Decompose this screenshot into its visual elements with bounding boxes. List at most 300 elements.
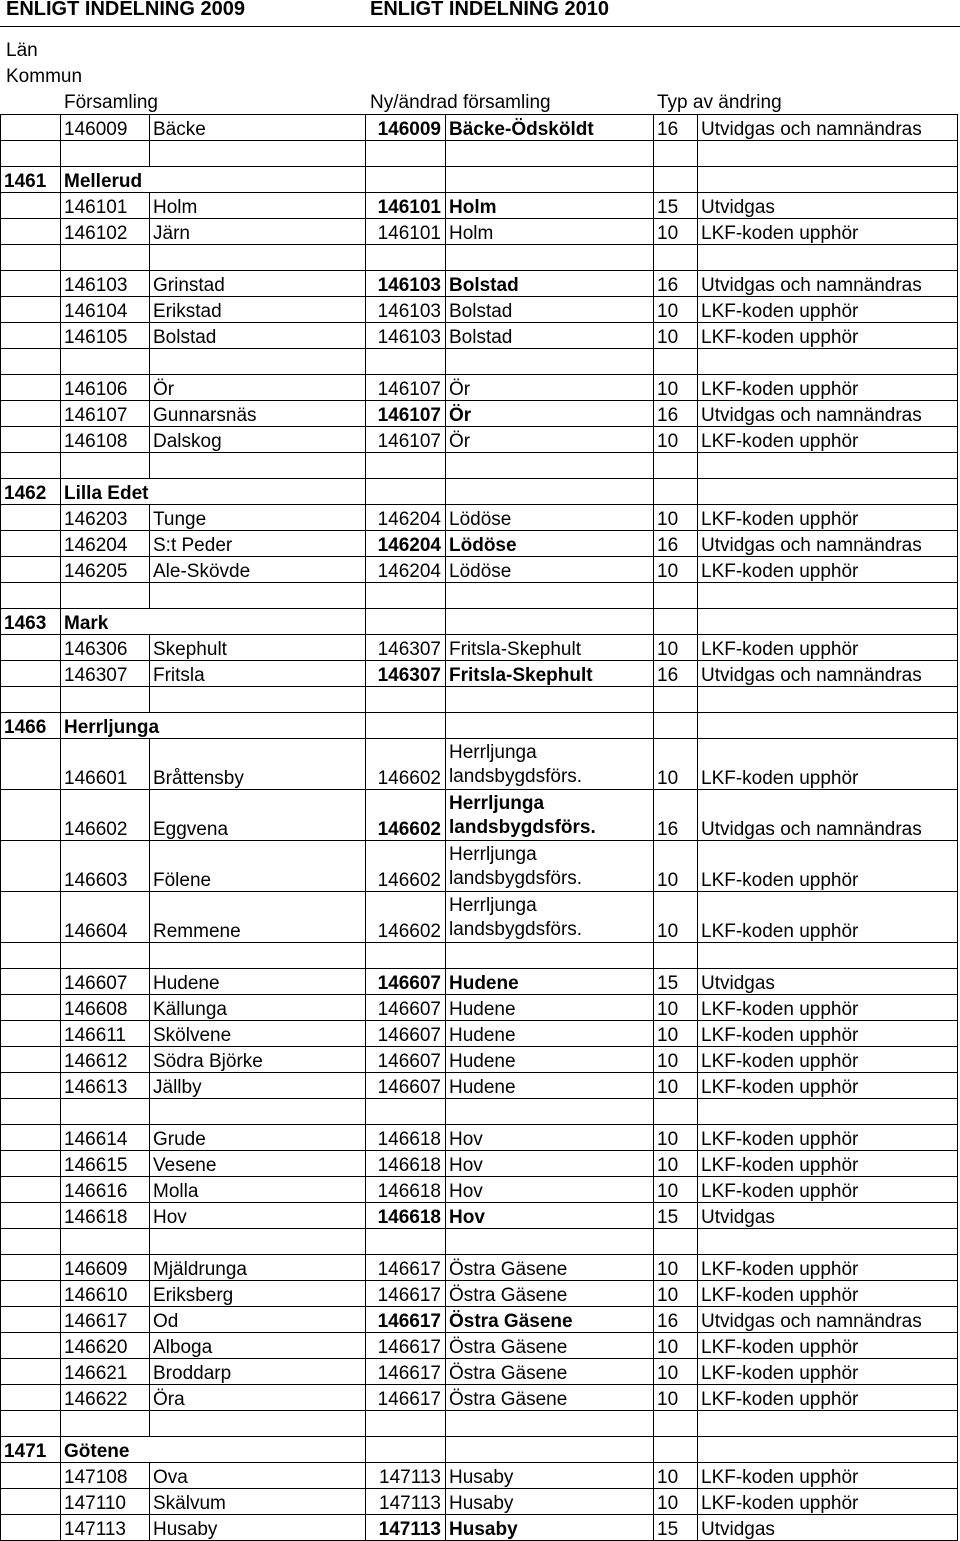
parish-name: Eggvena (150, 790, 366, 841)
parish-code: 146618 (61, 1203, 150, 1229)
parish-row (1, 790, 958, 841)
new-parish-code: 146204 (366, 557, 446, 583)
parish-code: 146104 (61, 297, 150, 323)
parish-name: Od (150, 1307, 366, 1333)
parish-code: 146615 (61, 1151, 150, 1177)
parish-row (1, 1125, 958, 1151)
parish-name: Jällby (150, 1073, 366, 1099)
change-type-text: LKF-koden upphör (698, 1463, 958, 1489)
kommun-name: Herrljunga (61, 713, 366, 739)
parish-row (1, 219, 958, 245)
change-type-text: LKF-koden upphör (698, 635, 958, 661)
new-parish-code: 146617 (366, 1333, 446, 1359)
change-type-code: 16 (654, 790, 698, 841)
empty-cell (150, 687, 366, 713)
change-type-text: LKF-koden upphör (698, 1021, 958, 1047)
change-type-text: LKF-koden upphör (698, 375, 958, 401)
change-type-code: 10 (654, 1047, 698, 1073)
parish-name: Bäcke (150, 115, 366, 141)
empty-cell (654, 1437, 698, 1463)
new-parish-code: 146103 (366, 323, 446, 349)
new-parish-name: Östra Gäsene (446, 1281, 654, 1307)
new-parish-name: Hudene (446, 1073, 654, 1099)
empty-cell (654, 349, 698, 375)
empty-cell (698, 167, 958, 193)
parish-row (1, 557, 958, 583)
new-parish-code: 147113 (366, 1515, 446, 1541)
empty-cell (1, 1203, 61, 1229)
empty-cell (150, 1099, 366, 1125)
new-parish-name: Bolstad (446, 271, 654, 297)
parish-row (1, 841, 958, 892)
change-type-code: 15 (654, 969, 698, 995)
empty-cell (446, 687, 654, 713)
empty-cell (446, 167, 654, 193)
empty-cell (1, 505, 61, 531)
empty-cell (698, 1411, 958, 1437)
parish-name: Ale-Skövde (150, 557, 366, 583)
parish-code: 146009 (61, 115, 150, 141)
parish-code: 146203 (61, 505, 150, 531)
change-type-code: 10 (654, 1177, 698, 1203)
empty-cell (150, 1229, 366, 1255)
empty-cell (61, 583, 150, 609)
empty-cell (1, 349, 61, 375)
change-type-text: LKF-koden upphör (698, 1281, 958, 1307)
empty-cell (698, 453, 958, 479)
change-type-code: 10 (654, 1281, 698, 1307)
new-parish-code: 146617 (366, 1385, 446, 1411)
parish-row (1, 1047, 958, 1073)
new-parish-name: Fritsla-Skephult (446, 661, 654, 687)
empty-cell (698, 1099, 958, 1125)
empty-cell (1, 531, 61, 557)
empty-cell (698, 349, 958, 375)
parish-row (1, 297, 958, 323)
kommun-row (1, 1437, 958, 1463)
change-type-code: 10 (654, 1255, 698, 1281)
empty-cell (150, 349, 366, 375)
kommun-name: Götene (61, 1437, 366, 1463)
parish-name: Dalskog (150, 427, 366, 453)
parish-row (1, 995, 958, 1021)
change-type-text: LKF-koden upphör (698, 1151, 958, 1177)
new-parish-name: Östra Gäsene (446, 1307, 654, 1333)
parish-row (1, 323, 958, 349)
empty-cell (654, 245, 698, 271)
new-parish-code: 146204 (366, 531, 446, 557)
parish-code: 146101 (61, 193, 150, 219)
empty-cell (1, 1021, 61, 1047)
new-parish-code: 146107 (366, 427, 446, 453)
change-type-code: 10 (654, 1463, 698, 1489)
empty-cell (366, 943, 446, 969)
new-parish-name: Östra Gäsene (446, 1385, 654, 1411)
empty-cell (366, 349, 446, 375)
new-parish-name: Hov (446, 1177, 654, 1203)
parish-code: 146621 (61, 1359, 150, 1385)
parish-code: 146614 (61, 1125, 150, 1151)
change-type-text: LKF-koden upphör (698, 1489, 958, 1515)
empty-cell (61, 141, 150, 167)
parish-name: Holm (150, 193, 366, 219)
spacer-row (1, 583, 958, 609)
change-type-text: Utvidgas och namnändras (698, 401, 958, 427)
empty-cell (61, 1411, 150, 1437)
parish-code: 146613 (61, 1073, 150, 1099)
kommun-code: 1466 (1, 713, 61, 739)
spacer-row (1, 141, 958, 167)
parish-name: Molla (150, 1177, 366, 1203)
parish-row (1, 1333, 958, 1359)
parish-row (1, 1021, 958, 1047)
empty-cell (61, 1229, 150, 1255)
empty-cell (1, 401, 61, 427)
change-type-text: LKF-koden upphör (698, 841, 958, 892)
new-parish-code: 146307 (366, 635, 446, 661)
change-type-text: Utvidgas och namnändras (698, 115, 958, 141)
parish-row (1, 1151, 958, 1177)
header-kommun: Kommun (6, 66, 83, 87)
empty-cell (366, 167, 446, 193)
new-parish-name: Lödöse (446, 531, 654, 557)
new-parish-name: Hov (446, 1151, 654, 1177)
parish-code: 147110 (61, 1489, 150, 1515)
parish-name: S:t Peder (150, 531, 366, 557)
change-type-code: 10 (654, 323, 698, 349)
new-parish-code: 147113 (366, 1463, 446, 1489)
empty-cell (150, 943, 366, 969)
empty-cell (698, 245, 958, 271)
parish-code: 146620 (61, 1333, 150, 1359)
parish-code: 146204 (61, 531, 150, 557)
change-type-text: LKF-koden upphör (698, 1255, 958, 1281)
change-type-text: Utvidgas (698, 1203, 958, 1229)
empty-cell (446, 1229, 654, 1255)
empty-cell (366, 1437, 446, 1463)
new-parish-name: Holm (446, 193, 654, 219)
parish-name: Källunga (150, 995, 366, 1021)
parish-name: Bolstad (150, 323, 366, 349)
spacer-row (1, 1229, 958, 1255)
empty-cell (1, 1281, 61, 1307)
empty-cell (366, 609, 446, 635)
parish-name: Bråttensby (150, 739, 366, 790)
change-type-text: LKF-koden upphör (698, 557, 958, 583)
new-parish-code: 146101 (366, 193, 446, 219)
empty-cell (446, 141, 654, 167)
empty-cell (1, 1073, 61, 1099)
change-type-text: LKF-koden upphör (698, 297, 958, 323)
empty-cell (1, 739, 61, 790)
spacer-row (1, 1411, 958, 1437)
change-type-code: 16 (654, 401, 698, 427)
change-type-code: 15 (654, 193, 698, 219)
heading-2010: ENLIGT INDELNING 2010 (370, 0, 609, 20)
parish-code: 146602 (61, 790, 150, 841)
change-type-text: Utvidgas och namnändras (698, 1307, 958, 1333)
empty-cell (1, 1229, 61, 1255)
empty-cell (1, 219, 61, 245)
empty-cell (1, 995, 61, 1021)
new-parish-name: Östra Gäsene (446, 1359, 654, 1385)
new-parish-name: Ör (446, 427, 654, 453)
empty-cell (698, 713, 958, 739)
parish-row (1, 1359, 958, 1385)
empty-cell (654, 609, 698, 635)
new-parish-code: 146617 (366, 1281, 446, 1307)
change-type-code: 10 (654, 1151, 698, 1177)
new-parish-code: 146307 (366, 661, 446, 687)
new-parish-code: 146602 (366, 892, 446, 943)
parish-code: 147113 (61, 1515, 150, 1541)
empty-cell (150, 583, 366, 609)
parish-row (1, 1463, 958, 1489)
change-type-code: 10 (654, 375, 698, 401)
parish-row (1, 271, 958, 297)
change-type-text: Utvidgas och namnändras (698, 790, 958, 841)
empty-cell (366, 1411, 446, 1437)
change-type-code: 10 (654, 219, 698, 245)
parish-name: Järn (150, 219, 366, 245)
empty-cell (654, 713, 698, 739)
new-parish-name: Hudene (446, 995, 654, 1021)
empty-cell (1, 375, 61, 401)
parish-name: Broddarp (150, 1359, 366, 1385)
change-type-code: 10 (654, 995, 698, 1021)
empty-cell (446, 245, 654, 271)
empty-cell (654, 141, 698, 167)
new-parish-name: Fritsla-Skephult (446, 635, 654, 661)
new-parish-code: 146602 (366, 790, 446, 841)
empty-cell (698, 1437, 958, 1463)
parish-code: 146610 (61, 1281, 150, 1307)
new-parish-name: Ör (446, 401, 654, 427)
parish-code: 146616 (61, 1177, 150, 1203)
header-typ-av-andring: Typ av ändring (657, 92, 782, 113)
empty-cell (446, 943, 654, 969)
new-parish-code: 146607 (366, 995, 446, 1021)
parish-name: Skölvene (150, 1021, 366, 1047)
empty-cell (446, 609, 654, 635)
new-parish-name: Holm (446, 219, 654, 245)
parish-name: Ova (150, 1463, 366, 1489)
new-parish-name: Husaby (446, 1489, 654, 1515)
parish-row (1, 739, 958, 790)
change-type-text: LKF-koden upphör (698, 1333, 958, 1359)
new-parish-name: Ör (446, 375, 654, 401)
change-type-text: LKF-koden upphör (698, 1177, 958, 1203)
kommun-code: 1461 (1, 167, 61, 193)
parish-row (1, 1385, 958, 1411)
change-type-text: LKF-koden upphör (698, 427, 958, 453)
spacer-row (1, 349, 958, 375)
spacer-row (1, 687, 958, 713)
change-type-text: Utvidgas och namnändras (698, 271, 958, 297)
change-type-code: 10 (654, 635, 698, 661)
parish-code: 146608 (61, 995, 150, 1021)
new-parish-code: 146617 (366, 1307, 446, 1333)
parish-row (1, 1307, 958, 1333)
new-parish-code: 146607 (366, 1047, 446, 1073)
change-type-code: 10 (654, 1073, 698, 1099)
change-type-code: 10 (654, 1333, 698, 1359)
empty-cell (1, 943, 61, 969)
parish-row (1, 635, 958, 661)
parish-code: 146622 (61, 1385, 150, 1411)
top-heading-bar (0, 0, 960, 27)
parish-code: 146612 (61, 1047, 150, 1073)
spacer-row (1, 245, 958, 271)
empty-cell (1, 1489, 61, 1515)
empty-cell (1, 1385, 61, 1411)
parish-name: Alboga (150, 1333, 366, 1359)
empty-cell (654, 943, 698, 969)
new-parish-code: 146607 (366, 969, 446, 995)
new-parish-name: Bolstad (446, 323, 654, 349)
empty-cell (61, 245, 150, 271)
new-parish-name: Östra Gäsene (446, 1255, 654, 1281)
empty-cell (366, 583, 446, 609)
parish-code: 146306 (61, 635, 150, 661)
empty-cell (654, 1229, 698, 1255)
change-type-text: LKF-koden upphör (698, 323, 958, 349)
new-parish-code: 146602 (366, 739, 446, 790)
change-type-text: LKF-koden upphör (698, 892, 958, 943)
change-type-text: LKF-koden upphör (698, 1047, 958, 1073)
parish-code: 146307 (61, 661, 150, 687)
empty-cell (1, 1099, 61, 1125)
change-type-code: 15 (654, 1515, 698, 1541)
change-type-code: 10 (654, 297, 698, 323)
change-type-code: 10 (654, 1489, 698, 1515)
empty-cell (654, 1411, 698, 1437)
spacer-row (1, 943, 958, 969)
change-type-code: 10 (654, 1385, 698, 1411)
new-parish-code: 146617 (366, 1359, 446, 1385)
parish-name: Erikstad (150, 297, 366, 323)
empty-cell (446, 1437, 654, 1463)
kommun-name: Mellerud (61, 167, 366, 193)
change-type-text: LKF-koden upphör (698, 1359, 958, 1385)
empty-cell (654, 583, 698, 609)
parish-name: Öra (150, 1385, 366, 1411)
new-parish-name: Hudene (446, 1047, 654, 1073)
empty-cell (1, 841, 61, 892)
parish-code: 146205 (61, 557, 150, 583)
new-parish-name: Herrljunga landsbygdsförs. (446, 841, 654, 892)
empty-cell (61, 687, 150, 713)
empty-cell (366, 713, 446, 739)
change-type-text: Utvidgas och namnändras (698, 531, 958, 557)
heading-2009: ENLIGT INDELNING 2009 (6, 0, 245, 20)
parish-name: Eriksberg (150, 1281, 366, 1307)
new-parish-code: 146618 (366, 1177, 446, 1203)
parish-code: 146108 (61, 427, 150, 453)
empty-cell (1, 193, 61, 219)
parish-row (1, 1515, 958, 1541)
header-forsamling: Församling (64, 92, 158, 113)
parish-name: Grinstad (150, 271, 366, 297)
empty-cell (654, 1099, 698, 1125)
change-type-code: 10 (654, 892, 698, 943)
parish-row (1, 969, 958, 995)
new-parish-name: Husaby (446, 1515, 654, 1541)
change-type-text: Utvidgas (698, 193, 958, 219)
parish-code: 146105 (61, 323, 150, 349)
change-type-code: 10 (654, 505, 698, 531)
new-parish-code: 146107 (366, 375, 446, 401)
new-parish-name: Husaby (446, 1463, 654, 1489)
empty-cell (61, 943, 150, 969)
change-type-text: Utvidgas (698, 969, 958, 995)
header-lan: Län (6, 40, 38, 61)
parish-row (1, 505, 958, 531)
new-parish-code: 146607 (366, 1021, 446, 1047)
kommun-row (1, 167, 958, 193)
new-parish-code: 146617 (366, 1255, 446, 1281)
parish-code: 146609 (61, 1255, 150, 1281)
parish-code: 146611 (61, 1021, 150, 1047)
parish-name: Hov (150, 1203, 366, 1229)
empty-cell (1, 1307, 61, 1333)
empty-cell (1, 271, 61, 297)
parish-row (1, 375, 958, 401)
empty-cell (1, 790, 61, 841)
empty-cell (366, 1099, 446, 1125)
empty-cell (150, 141, 366, 167)
new-parish-code: 146618 (366, 1151, 446, 1177)
empty-cell (366, 479, 446, 505)
new-parish-code: 146103 (366, 297, 446, 323)
empty-cell (446, 479, 654, 505)
empty-cell (1, 1177, 61, 1203)
parish-name: Fritsla (150, 661, 366, 687)
parish-code: 146617 (61, 1307, 150, 1333)
change-type-text: LKF-koden upphör (698, 219, 958, 245)
empty-cell (446, 453, 654, 479)
parish-row (1, 1203, 958, 1229)
empty-cell (366, 245, 446, 271)
parish-name: Remmene (150, 892, 366, 943)
empty-cell (1, 1515, 61, 1541)
parish-row (1, 115, 958, 141)
empty-cell (1, 969, 61, 995)
empty-cell (1, 661, 61, 687)
new-parish-name: Bäcke-Ödsköldt (446, 115, 654, 141)
empty-cell (1, 892, 61, 943)
empty-cell (1, 115, 61, 141)
new-parish-name: Lödöse (446, 505, 654, 531)
parish-code: 146603 (61, 841, 150, 892)
empty-cell (446, 1099, 654, 1125)
new-parish-name: Bolstad (446, 297, 654, 323)
change-type-code: 10 (654, 1125, 698, 1151)
parish-code: 146607 (61, 969, 150, 995)
empty-cell (150, 453, 366, 479)
kommun-code: 1463 (1, 609, 61, 635)
empty-cell (1, 1047, 61, 1073)
empty-cell (1, 1255, 61, 1281)
parish-name: Fölene (150, 841, 366, 892)
change-type-text: LKF-koden upphör (698, 505, 958, 531)
change-type-code: 15 (654, 1203, 698, 1229)
parish-name: Skälvum (150, 1489, 366, 1515)
new-parish-code: 146602 (366, 841, 446, 892)
empty-cell (1, 297, 61, 323)
new-parish-code: 146618 (366, 1203, 446, 1229)
parish-row (1, 661, 958, 687)
